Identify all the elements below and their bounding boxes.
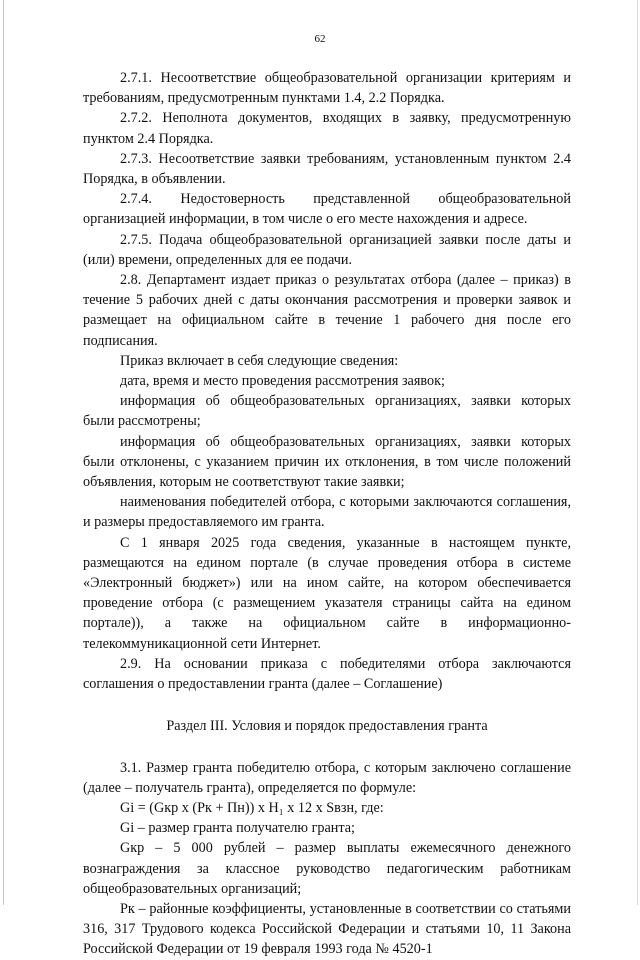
page-number: 62 xyxy=(314,33,326,45)
list-item-rejected: информация об общеобразовательных организациях, заявки которых были отклонены, с указанием причин их отклонения, в том числе положений объявления, которым не соответствуют такие заявки; xyxy=(83,433,571,491)
list-item-winners: наименования победителей отбора, с которыми заключаются соглашения, и размеры предоставляемого им гранта. xyxy=(83,494,571,531)
section-heading: Раздел III. Условия и порядок предоставления гранта xyxy=(166,718,488,735)
document-body xyxy=(83,68,571,960)
paragraph-2-7-3: 2.7.3. Несоответствие заявки требованиям, установленным пунктом 2.4 Порядка, в объявлении. xyxy=(83,150,571,188)
paragraph-2-7-2: 2.7.2. Неполнота документов, входящих в заявку, предусмотренную пунктом 2.4 Порядка. xyxy=(83,110,571,147)
formula: Gi = (Gкр х (Рк + Пн)) х H₁ х 12 х Sвзн, где: xyxy=(120,799,384,816)
paragraph-from-2025: С 1 января 2025 года сведения, указанные в настоящем пункте, размещаются на едином портале (в случае проведения отбора в системе «Электронный бюджет») или на ином сайте, на котором обеспечивается проведение отбора (с размещением указателя страницы сайта на едином портале)), а также на официальном сайте в информационно-телекоммуникационной сети Интернет. xyxy=(83,534,571,652)
paragraph-2-7-5: 2.7.5. Подача общеобразовательной организацией заявки после даты и (или) времени, определенных для ее подачи. xyxy=(83,231,571,268)
definition-rk: Рк – районные коэффициенты, установленные в соответствии со статьями 316, 317 Трудового кодекса Российской Федерации и статьями 10, 11 Закона Российской Федерации от 19 февраля 1993 года № 4520-1 xyxy=(83,900,571,958)
list-item-date: дата, время и место проведения рассмотрения заявок; xyxy=(120,373,445,390)
paragraph-2-7-1: 2.7.1. Несоответствие общеобразовательной организации критериям и требованиям, предусмотренным пунктами 1.4, 2.2 Порядка. xyxy=(83,70,571,107)
definition-gi: Gi – размер гранта получателю гранта; xyxy=(120,820,355,837)
paragraph-2-8: 2.8. Департамент издает приказ о результатах отбора (далее – приказ) в течение 5 рабочих дней с даты окончания рассмотрения и проверки заявок и размещает на официальном сайте в течение 1 рабочего дня после его подписания. xyxy=(83,272,571,349)
scan-edge-left xyxy=(3,0,4,905)
definition-gkr: Gкр – 5 000 рублей – размер выплаты ежемесячного денежного вознаграждения за классное руководство педагогическим работникам общеобразовательных организаций; xyxy=(83,840,571,897)
paragraph-2-9: 2.9. На основании приказа с победителями отбора заключаются соглашения о предоставлении гранта (далее – Соглашение) xyxy=(83,655,571,693)
paragraph-3-1: 3.1. Размер гранта победителю отбора, с которым заключено соглашение (далее – получатель гранта), определяется по формуле: xyxy=(83,759,571,796)
paragraph-order-contents: Приказ включает в себя следующие сведения: xyxy=(120,352,399,369)
list-item-reviewed: информация об общеобразовательных организациях, заявки которых были рассмотрены; xyxy=(83,393,571,430)
scan-edge-right xyxy=(637,0,638,905)
paragraph-2-7-4: 2.7.4. Недостоверность представленной общеобразовательной организацией информации, в том числе о его месте нахождения и адресе. xyxy=(83,191,571,228)
